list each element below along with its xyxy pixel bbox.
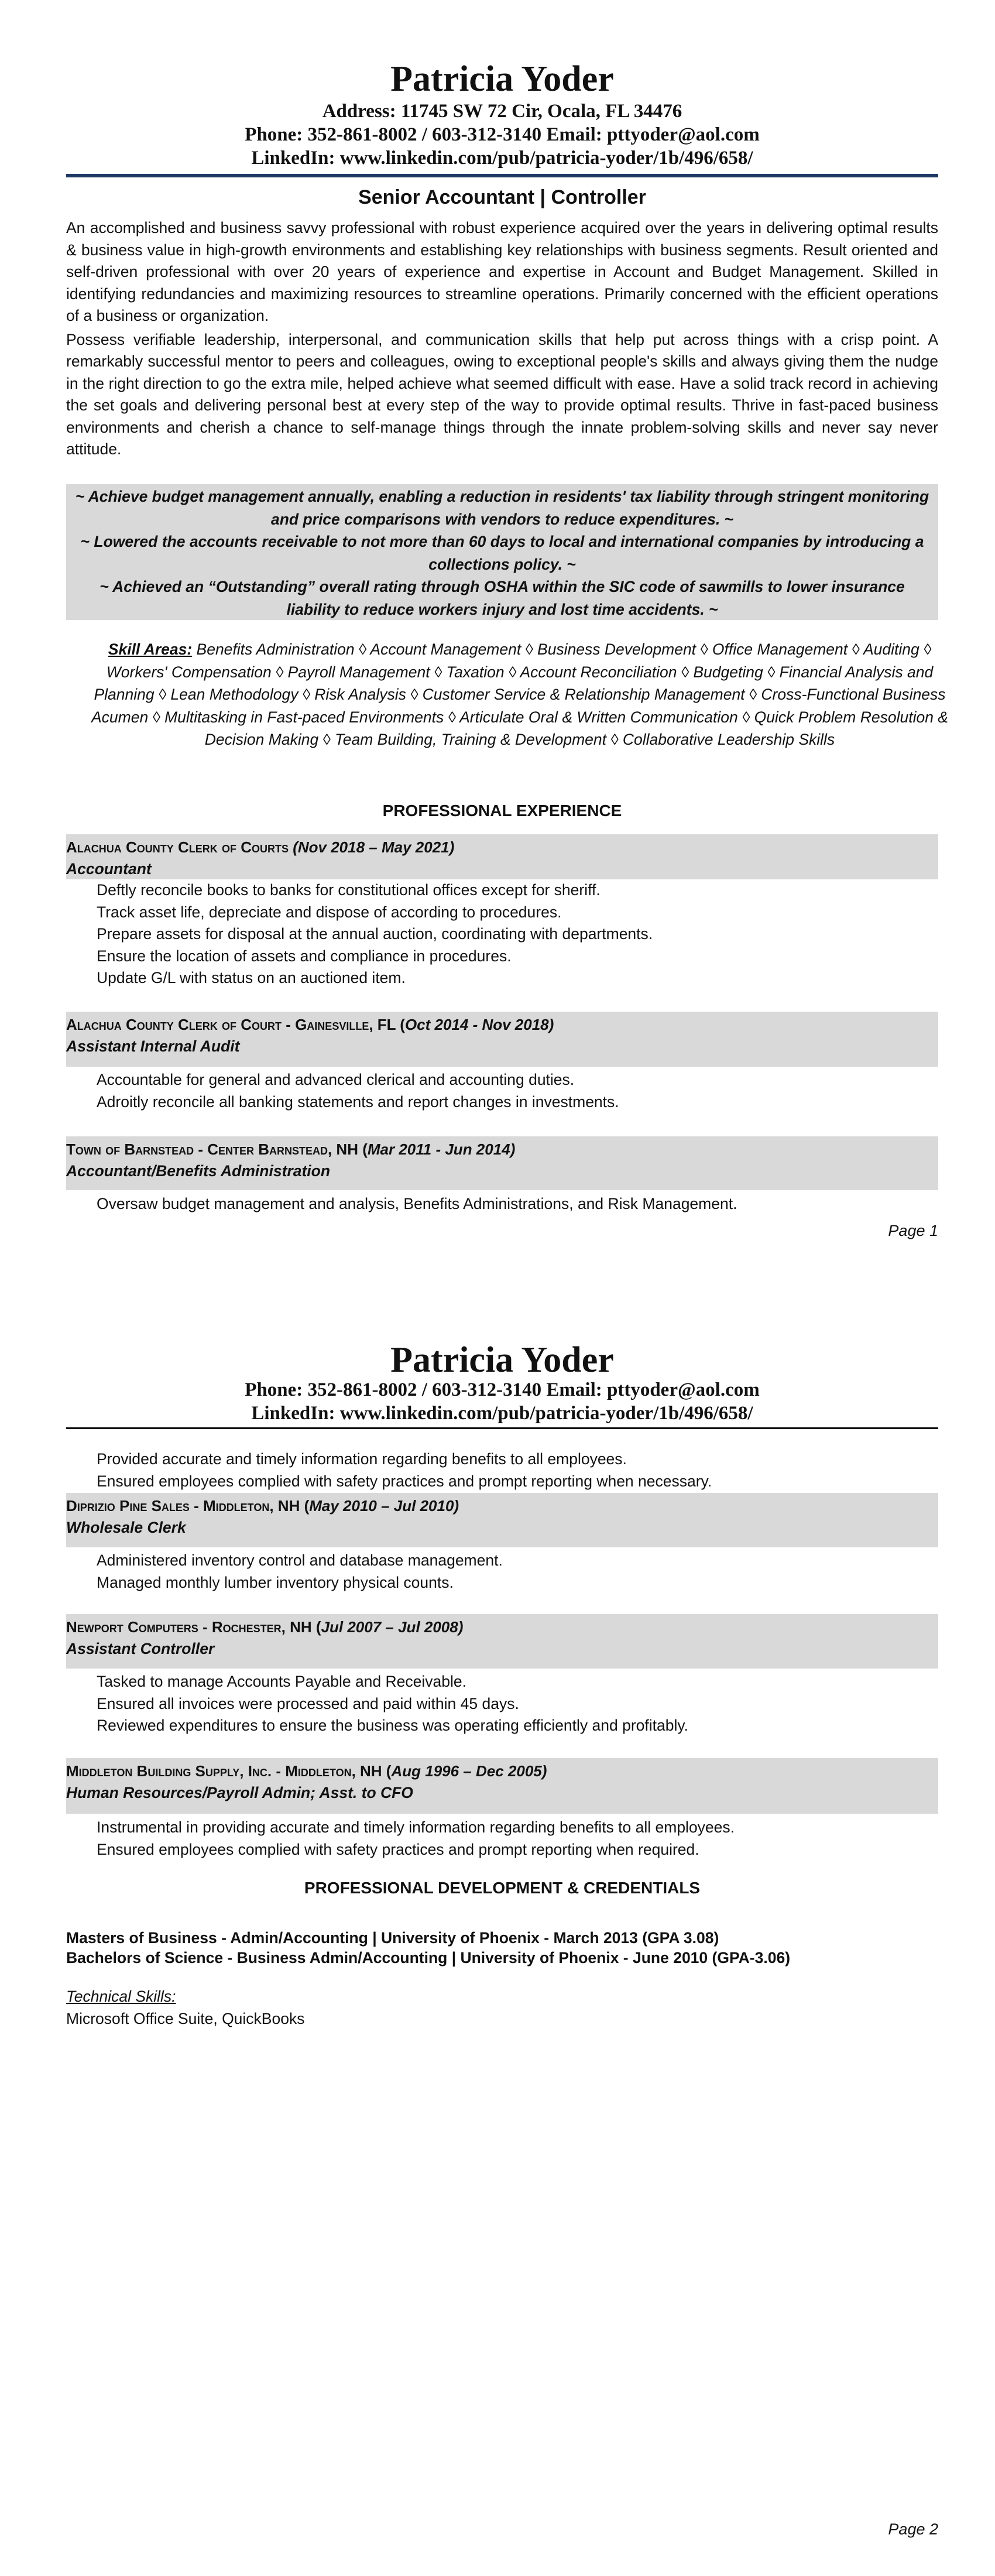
job-bullet: Reviewed expenditures to ensure the business was operating efficiently and profitably. [97, 1717, 689, 1734]
job-company: Middleton Building Supply, Inc. - Middleton, NH (Aug 1996 – Dec 2005) [66, 1762, 547, 1780]
job-bullet: Prepare assets for disposal at the annual auction, coordinating with departments. [97, 925, 653, 943]
education-list [66, 1928, 938, 1968]
job-bullet: Ensured employees complied with safety practices and prompt reporting when required. [97, 1840, 699, 1858]
candidate-name: Patricia Yoder [390, 1340, 614, 1380]
job-company: Diprizio Pine Sales - Middleton, NH (May 2010 – Jul 2010) [66, 1497, 459, 1515]
technical-skills [66, 1985, 938, 2030]
job-company: Town of Barnstead - Center Barnstead, NH (Mar 2011 - Jun 2014) [66, 1140, 516, 1158]
job-role: Human Resources/Payroll Admin; Asst. to CFO [66, 1784, 413, 1801]
highlight-item: ~ Achieved an “Outstanding” overall rating through OSHA within the SIC code of sawmills to lower insurance liability to reduce workers injury and lost time accidents. ~ [100, 578, 905, 618]
skill-areas-label: Skill Areas: [108, 640, 193, 658]
header-divider [66, 174, 938, 177]
job-role: Accountant [66, 860, 152, 878]
job-bullet: Adroitly reconcile all banking statements and report changes in investments. [97, 1092, 619, 1111]
job-dates: Jul 2007 – Jul 2008) [321, 1618, 464, 1636]
job-bullet: Provided accurate and timely information regarding benefits to all employees. [97, 1450, 627, 1468]
skill-areas-list: Benefits Administration ◊ Account Management ◊ Business Development ◊ Office Management ◊ Auditing ◊ Workers' Compensation ◊ Payroll Management ◊ Taxation ◊ Account Reconciliation ◊ Budgeting ◊ Financial Analysis and Planning ◊ Lean Methodology ◊ Risk Analysis ◊ Customer Service & Relationship Management ◊ Cross-Functional Business Acumen ◊ Multitasking in Fast-paced Environments ◊ Articulate Oral & Written Communication ◊ Quick Problem Resolution & Decision Making ◊ Team Building, Training & Development ◊ Collaborative Leadership Skills [91, 640, 948, 748]
job-dates: May 2010 – Jul 2010) [309, 1497, 459, 1515]
job-bullets [66, 1817, 969, 1861]
job-bullet: Instrumental in providing accurate and timely information regarding benefits to all employees. [97, 1818, 735, 1836]
job-bullets [66, 1448, 969, 1492]
highlight-item: ~ Lowered the accounts receivable to not more than 60 days to local and international companies by introducing a collections policy. ~ [80, 533, 924, 573]
highlights-box [66, 484, 938, 620]
headline: Senior Accountant | Controller [358, 186, 646, 208]
job-role: Wholesale Clerk [66, 1519, 186, 1536]
summary-paragraph: An accomplished and business savvy professional with robust experience acquired over the years in delivering optimal results & business value in high-growth environments and establishing key relationships with business segments. Result oriented and self-driven professional with over 20 years of experience and expertise in Account and Budget Management. Skilled in identifying redundancies and maximizing resources to streamline operations. Primarily concerned with the efficient operations of a business or organization. [66, 219, 938, 324]
section-title-credentials: PROFESSIONAL DEVELOPMENT & CREDENTIALS [304, 1879, 701, 1897]
job-company: Alachua County Clerk of Courts (Nov 2018 – May 2021) [66, 838, 455, 856]
header-divider [66, 1427, 938, 1429]
education-item: Bachelors of Science - Business Admin/Accounting | University of Phoenix - June 2010 (GPA-3.06) [66, 1949, 791, 1967]
job-bullet: Update G/L with status on an auctioned item. [97, 969, 406, 986]
job-bullets [66, 1671, 969, 1737]
technical-skills-list: Microsoft Office Suite, QuickBooks [66, 2010, 305, 2027]
job-bullets [66, 879, 969, 989]
job-header [66, 834, 938, 879]
phone-email: Phone: 352-861-8002 / 603-312-3140 Email: pttyoder@aol.com [245, 1379, 760, 1400]
job-header [66, 1614, 938, 1669]
job-company: Alachua County Clerk of Court - Gainesville, FL (Oct 2014 - Nov 2018) [66, 1016, 554, 1033]
job-bullet: Deftly reconcile books to banks for constitutional offices except for sheriff. [97, 881, 601, 899]
section-title-experience: PROFESSIONAL EXPERIENCE [382, 801, 622, 820]
job-bullet: Managed monthly lumber inventory physical counts. [97, 1573, 454, 1591]
job-dates: (Nov 2018 – May 2021) [293, 838, 455, 856]
job-bullet: Tasked to manage Accounts Payable and Receivable. [97, 1673, 466, 1690]
candidate-name: Patricia Yoder [390, 59, 614, 99]
technical-skills-label: Technical Skills: [66, 1988, 176, 2005]
address: Address: 11745 SW 72 Cir, Ocala, FL 34476 [322, 101, 682, 122]
job-bullet: Ensured all invoices were processed and paid within 45 days. [97, 1694, 519, 1712]
job-bullet: Track asset life, depreciate and dispose of according to procedures. [97, 903, 562, 921]
job-header [66, 1012, 938, 1067]
phone-email: Phone: 352-861-8002 / 603-312-3140 Email: pttyoder@aol.com [245, 124, 760, 145]
job-header [66, 1758, 938, 1814]
summary-paragraph: Possess verifiable leadership, interpersonal, and communication skills that help put across things with a crisp point. A remarkably successful mentor to peers and colleagues, owing to exceptional people's skills and always giving them the nudge in the right direction to go the extra mile, helped achieve what seemed difficult with ease. Have a solid track record in achieving the set goals and delivering personal best at every step of the way to provide optimal results. Thrive in fast-paced business environments and cherish a chance to self-manage things through the innate problem-solving skills and never say never attitude. [66, 330, 938, 458]
job-bullets [66, 1550, 969, 1594]
linkedin[interactable]: LinkedIn: www.linkedin.com/pub/patricia-yoder/1b/496/658/ [251, 1403, 753, 1424]
job-dates: Oct 2014 - Nov 2018) [404, 1016, 554, 1033]
job-dates: Aug 1996 – Dec 2005) [391, 1762, 547, 1780]
linkedin[interactable]: LinkedIn: www.linkedin.com/pub/patricia-yoder/1b/496/658/ [251, 148, 753, 169]
summary [66, 217, 938, 463]
job-bullet: Accountable for general and advanced clerical and accounting duties. [97, 1071, 575, 1088]
job-bullet: Oversaw budget management and analysis, Benefits Administrations, and Risk Management. [97, 1195, 737, 1212]
job-role: Accountant/Benefits Administration [66, 1162, 331, 1180]
job-bullet: Ensure the location of assets and compliance in procedures. [97, 947, 512, 965]
job-bullets [66, 1069, 969, 1113]
job-bullets [66, 1193, 969, 1215]
education-item: Masters of Business - Admin/Accounting | University of Phoenix - March 2013 (GPA 3.08) [66, 1929, 719, 1947]
job-header [66, 1493, 938, 1547]
job-role: Assistant Controller [66, 1640, 215, 1657]
job-bullet: Administered inventory control and database management. [97, 1551, 503, 1569]
job-header [66, 1136, 938, 1190]
page-number: Page 1 [888, 1222, 938, 1239]
job-company: Newport Computers - Rochester, NH (Jul 2007 – Jul 2008) [66, 1618, 464, 1636]
highlight-item: ~ Achieve budget management annually, enabling a reduction in residents' tax liability through stringent monitoring and price comparisons with vendors to reduce expenditures. ~ [75, 488, 929, 528]
page-number: Page 2 [888, 2520, 938, 2538]
job-role: Assistant Internal Audit [66, 1037, 240, 1055]
job-dates: Mar 2011 - Jun 2014) [367, 1140, 516, 1158]
skill-areas [66, 638, 973, 751]
job-bullet: Ensured employees complied with safety practices and prompt reporting when necessary. [97, 1472, 712, 1490]
